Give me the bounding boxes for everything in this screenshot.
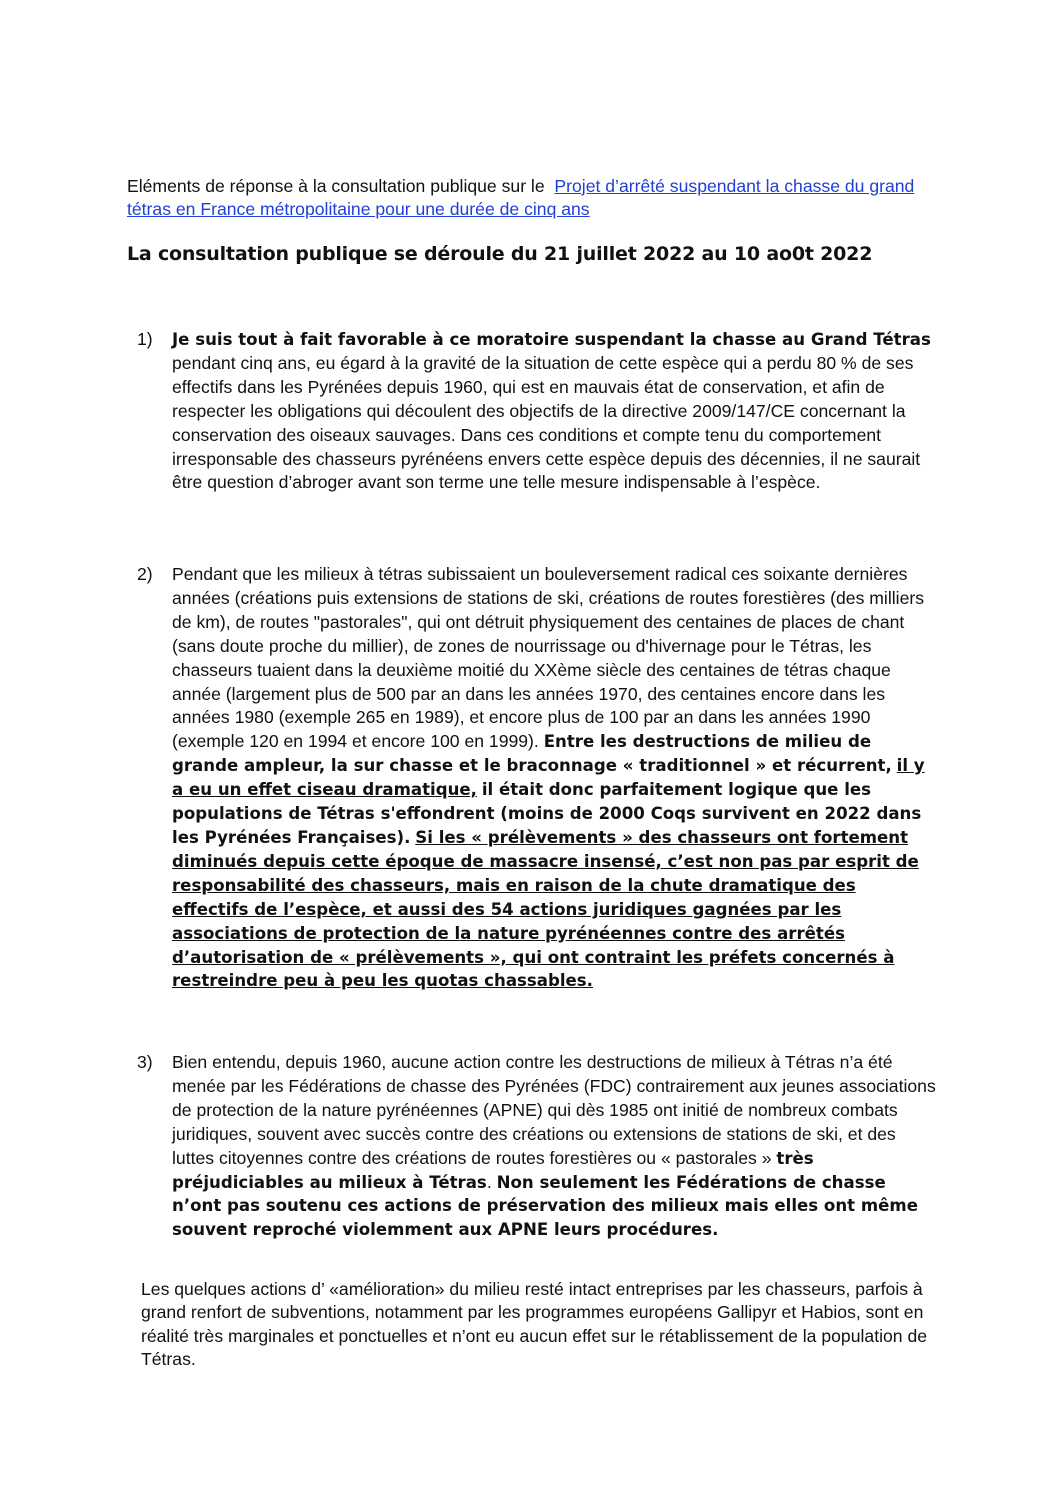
separator: .: [486, 1171, 492, 1192]
bold-statement: il était donc parfaitement logique que les populations de Tétras s'effondrent (moins de 2000 Coqs survivent en 2022 dans les Pyrénées Françaises).: [172, 780, 922, 847]
intro-paragraph: [127, 175, 947, 221]
bold-statement: Entre les destructions de milieu de grande ampleur, la sur chasse et le braconnage « traditionnel » et récurrent,: [172, 732, 892, 776]
item-text: Bien entendu, depuis 1960, aucune action contre les destructions de milieux à Tétras n’a été menée par les Fédérations de chasse des Pyrénées (FDC) contrairement aux jeunes associations de protection de la nature pyrénéennes (APNE) qui dès 1985 ont initié de nombreux combats juridiques, souvent avec succès contre des créations ou extensions de stations de ski, et des luttes citoyennes contre des créations de routes forestières ou « pastorales »: [172, 1052, 936, 1168]
item-text: Pendant que les milieux à tétras subissaient un bouleversement radical ces soixante dernières années (créations puis extensions de stations de ski, créations de routes forestières (des milliers de km), de routes "pastorales", qui ont détruit physiquement des centaines de places de chant (sans doute proche du millier), de zones de nourrissage ou d'hivernage pour le Tétras, les chasseurs tuaient dans la deuxième moitié du XXème siècle des centaines de tétras chaque année (largement plus de 500 par an dans les années 1970, des centaines encore dans les années 1980 (exemple 265 en 1989), et encore plus de 100 par an dans les années 1990 (exemple 120 en 1994 et encore 100 en 1999).: [172, 564, 925, 752]
list-item-body: [172, 328, 937, 495]
list-item-body: [172, 563, 937, 993]
bold-statement: très préjudiciables au milieux à Tétras: [172, 1148, 814, 1192]
bold-statement: Non seulement les Fédérations de chasse n’ont pas soutenu ces actions de préservation des milieux mais elles ont même souvent reproché violemment aux APNE leurs procédures.: [172, 1172, 918, 1240]
intro-text: Eléments de réponse à la consultation publique sur le: [127, 176, 545, 196]
consultation-link[interactable]: Projet d’arrêté suspendant la chasse du grand tétras en France métropolitaine pour une durée de cinq ans: [127, 176, 915, 219]
page-heading: La consultation publique se déroule du 21 juillet 2022 au 10 ao0t 2022: [127, 243, 873, 265]
bold-underlined-statement: il y a eu un effet ciseau dramatique,: [172, 756, 925, 800]
bold-statement: Je suis tout à fait favorable à ce moratoire suspendant la chasse au Grand Tétras: [172, 330, 931, 349]
list-number: 1): [137, 329, 153, 349]
list-number: 2): [137, 564, 153, 584]
bold-underlined-statement: Si les « prélèvements » des chasseurs ont fortement diminués depuis cette époque de massacre insensé, c’est non pas par esprit de responsabilité des chasseurs, mais en raison de la chute dramatique des effectifs de l’espèce, et aussi des 54 actions juridiques gagnées par les associations de protection de la nature pyrénéennes contre des arrêtés d’autorisation de « prélèvements », qui ont contraint les préfets concernés à restreindre peu à peu les quotas chassables.: [172, 827, 919, 991]
list-item-body: [172, 1051, 937, 1242]
item-text: pendant cinq ans, eu égard à la gravité de la situation de cette espèce qui a perdu 80 % de ses effectifs dans les Pyrénées depuis 1960, qui est en mauvais état de conservation, et afin de respecter les obligations qui découlent des objectifs de la directive 2009/147/CE concernant la conservation des oiseaux sauvages. Dans ces conditions et compte tenu du comportement irresponsable des chasseurs pyrénéens envers cette espèce depuis des décennies, il ne saurait être question d’abroger avant son terme une telle mesure indispensable à l’espèce.: [172, 352, 921, 493]
closing-paragraph: Les quelques actions d’ «amélioration» du milieu resté intact entreprises par les chasseurs, parfois à grand renfort de subventions, notamment par les programmes européens Gallipyr et Habios, sont en réalité très marginales et ponctuelles et n’ont eu aucun effet sur le rétablissement de la population de Tétras.: [141, 1279, 928, 1370]
list-number: 3): [137, 1052, 153, 1072]
